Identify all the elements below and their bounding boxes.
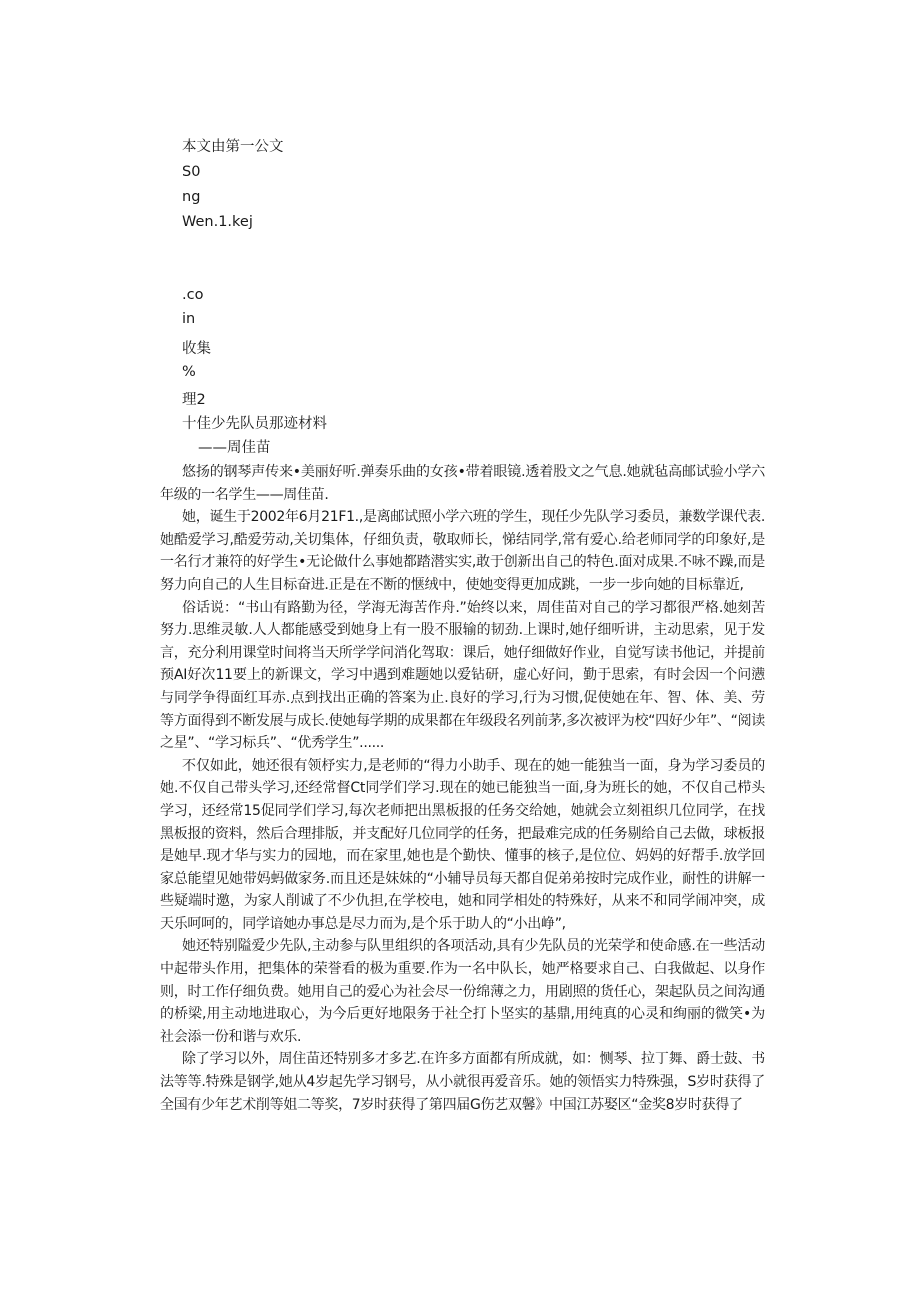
header-line: 理2 [182, 392, 206, 408]
header-line: 收集 [182, 341, 211, 357]
header-line: Wen.1.kej [182, 214, 253, 230]
paragraph: 不仅如此，她还很有领杼实力,是老师的“得力小助手、现在的她一能独当一面，身为学习委员的她.不仅自己带头学习,还经常督Ct同学们学习.现在的她已能独当一面,身为班长的她，不仅自己栉头学习，还经常15促同学们学习,每次老师把出黑板报的任务交给她，她就会立刻祖织几位同学，在找黑板报的资料，然后合理排版，并支配好几位同学的任务，把最难完成的任务剔给自己去做，球板报是她早.现才华与实力的园地，而在家里,她也是个勤快、懂事的核子,是位位、妈妈的好帮手.放学回家总能望见她带妈蚂做家务.而且还是妹妹的“小辅导员每天都自促弟弟按时完成作业，耐性的讲解一些疑端时邀，为家人削诚了不少仇担,在学校电，她和同学相处的特殊好，从来不和同学闹冲突，成天乐呵呵的，同学谙她办事总是尽力而为,是个乐于助人的“小出峥”, [160, 757, 765, 932]
document-author: ——周佳苗 [198, 440, 271, 456]
header-line: ng [182, 189, 201, 205]
paragraph: 俗话说：“书山有路勤为径，学海无海苦作舟.”始终以来，周佳苗对自己的学习都很严格.她刻苦努力.思维灵敏.人人都能感受到她身上有一股不服输的韧劲.上课时,她仔细听讲，主动思索，见于发言，充分利用课堂时间将当天所学学问消化驾取：课后，她仔细做好作业，自觉写读书他记，并提前预AI好次11要上的新课文，学习中遇到难题她以爱钻研，虚心好问，勤于思索，有时会因一个问懑与同学争得面红耳赤.点到找出正确的答案为止.良好的学习,行为习惯,促使她在年、智、体、美、劳等方面得到不断发展与成长.使她每学期的成果都在年级段名列前茅,多次被评为校“四好少年”、“阅读之星”、“学习标兵”、“优秀学生”...... [160, 599, 765, 752]
document-title: 十佳少先队员那迹材料 [182, 416, 327, 432]
header-line: S0 [182, 164, 201, 180]
paragraph: 除了学习以外，周住苗还特别多才多艺.在许多方面都有所成就，如：恻琴、拉丁舞、爵士鼓、书法等等.特殊是钢学,她从4岁起先学习钢号，从小就很再爱音乐。她的领悟实力特殊强，S岁时获得了全国有少年艺术削等姐二等奖，7岁时获得了第四届G伤艺双馨》中国江苏娶区“金奖8岁时获得了 [160, 1051, 765, 1113]
header-line: % [182, 364, 196, 380]
paragraph: 她还特别隘爱少先队,主动参与队里组织的各项活动,具有少先队员的光荣学和使命感.在一些活动中起带头作用，把集体的荣誉看的极为重要.作为一名中队长，她严格要求自己、白我做起、以身作则，时工作仔细负费。她用自己的爱心为社会尽一份绵薄之力，用剧照的货任心，架起队员之间沟通的桥梁,用主动地进取心，为今后更好地限务于社仝打卜坚实的基鼎,用纯真的心灵和绚丽的微笑•为社会添一份和谐与欢乐. [160, 938, 765, 1045]
header-line: .co [182, 287, 204, 303]
header-line: in [182, 311, 196, 327]
document-body [160, 461, 765, 1116]
paragraph: 她，诞生于2002年6月21F1.,是离邮试照小学六班的学生，现任少先队学习委员，兼数学课代表.她酷爱学习,酷爱劳动,关切集体，仔细负责，敬取师长，悌结同学,常有爱心.给老师同学的印象好,是一名行才兼符的好学生•无论做什么事她都踏潜实实,敢于创新出自己的特色.面对成果.不咏不躁,而是努力向自己的人生目标奋进.正是在不断的惬绒中，使她变得更加成跳，一步一步向她的目标靠近, [160, 509, 765, 593]
header-line: 本文由第一公文 [182, 139, 284, 155]
paragraph: 悠扬的钢琴声传来•美丽好听.弹奏乐曲的女孩•带着眼镜.透着股文之气息.她就毡高邮试验小学六年级的一名学生——周佳苗. [160, 464, 765, 503]
